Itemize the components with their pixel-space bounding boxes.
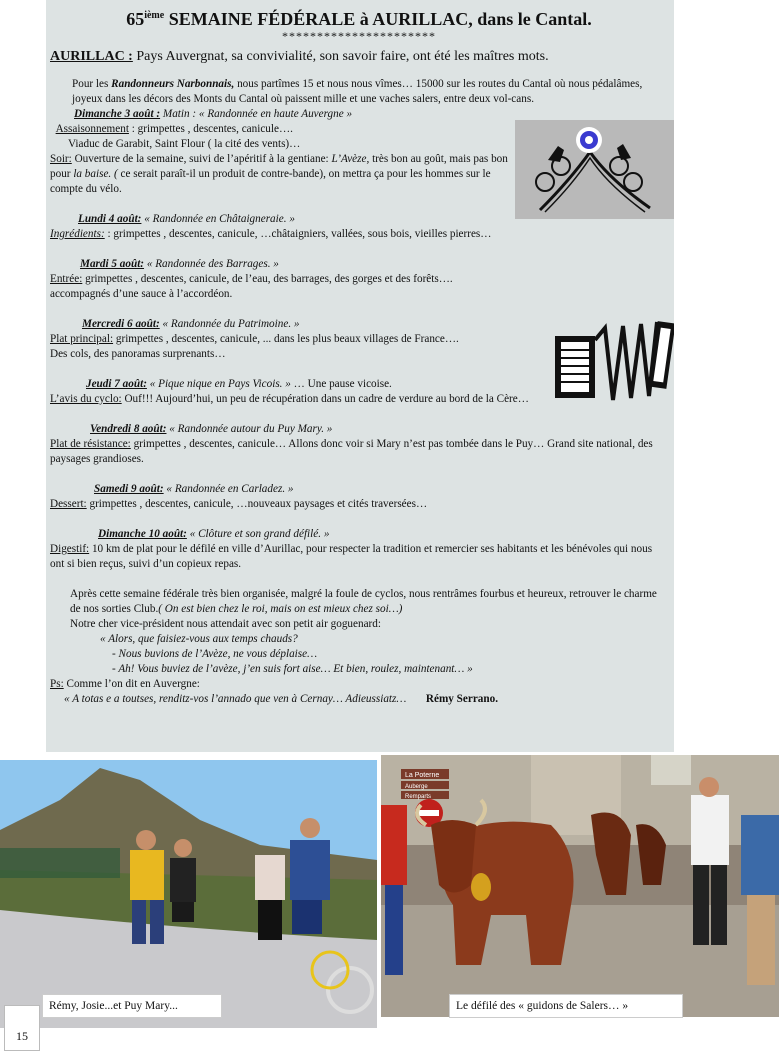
day-wednesday-6: Mercredi 6 août: « Randonnée du Patrimoine. » Plat principal: grimpettes , descentes, canicule, ... dans les plus beaux villages de France…. Des cols, des panoramas surprenants… (50, 318, 459, 360)
photo-puy-mary (0, 760, 377, 1028)
title-stars: ********************** (282, 29, 436, 43)
caption-left-photo: Rémy, Josie...et Puy Mary... (42, 994, 222, 1018)
sign-auberge: Auberge (405, 784, 428, 790)
accordion-drawing (553, 318, 674, 406)
day-saturday-9: Samedi 9 août: « Randonnée en Carladez. » Dessert: grimpettes , descentes, canicule, …nouveaux paysages et cités traversées… (50, 483, 428, 510)
cyclists-drawing (515, 120, 674, 219)
intro-line: AURILLAC : Pays Auvergnat, sa convivialité, son savoir faire, ont été les maîtres mots. (50, 49, 549, 64)
accordion-clipart (553, 318, 674, 406)
caption-right-photo: Le défilé des « guidons de Salers… » (449, 994, 683, 1018)
photo-salers-drawing (381, 755, 779, 1017)
day-sunday-10: Dimanche 10 août: « Clôture et son grand défilé. » Digestif: 10 km de plat pour le défilé en ville d’Aurillac, pour respecter la tradition et remercier ses habitants et les bénévoles qui nous ont si bien reçus, suivi d’un copieux repas. (50, 528, 653, 570)
cyclists-clipart (515, 120, 674, 219)
sign-la-poterne: La Poterne (405, 772, 440, 779)
closing-section: Après cette semaine fédérale très bien organisée, malgré la foule de cyclos, nous rentrâmes fourbus et heureux, retrouver le charme de nos sorties Club.( On est bien chez le roi, mais on est mieux chez soi…) Notre cher vice-président nous attendait avec son petit air goguenard: « Alors, que faisiez-vous aux temps chauds? - Nous buvions de l’Avèze, ne vous déplaise… - Ah! Vous buviez de l’avèze, j’en suis fort aise… Et bien, roulez, maintenant… » Ps: Comme l’on dit en Auvergne: « A totas e a toutses, renditz-vos l’annado que ven à Cernay… Adieussiatz… Rémy Serrano. (50, 588, 657, 705)
day-sunday-3: Dimanche 3 août : Matin : « Randonnée en haute Auvergne » Assaisonnement : grimpettes , descentes, canicule…. Viaduc de Garabit, Saint Flour ( la cité des vents)… Soir: Ouverture de la semaine, suivi de l’apéritif à la gentiane: L’Avèze, très bon au goût, mais pas bon pour la baise. ( ce serait paraît-il un produit de contre-bande), on mettra ça pour les hommes sur le compte du vélo. (50, 108, 508, 195)
day-thursday-7: Jeudi 7 août: « Pique nique en Pays Vicois. » … Une pause vicoise. L’avis du cyclo: Ouf!!! Aujourd’hui, un peu de récupération dans un cadre de verdure au bord de la Cère… (50, 378, 529, 405)
page-number: 15 (4, 1005, 40, 1051)
day-tuesday-5: Mardi 5 août: « Randonnée des Barrages. » Entrée: grimpettes , descentes, canicule, de l’eau, des barrages, des gorges et des forêts…. accompagnés d’une sauce à l’accordéon. (50, 258, 453, 300)
photo-puy-mary-drawing (0, 760, 377, 1028)
day-monday-4: Lundi 4 août: « Randonnée en Châtaigneraie. » Ingrédients: : grimpettes , descentes, canicule, …châtaigniers, vallées, sous bois, vieilles pierres… (50, 213, 492, 240)
day-friday-8: Vendredi 8 août: « Randonnée autour du Puy Mary. » Plat de résistance: grimpettes , descentes, canicule… Allons donc voir si Mary n’est pas tombée dans le Puy… Grand site national, des paysages grandioses. (50, 423, 653, 465)
photo-salers-parade (381, 755, 779, 1017)
sign-remparts: Remparts (405, 794, 432, 800)
page-title: 65ième SEMAINE FÉDÉRALE à AURILLAC, dans le Cantal. (126, 9, 592, 29)
opening-paragraph: Pour les Randonneurs Narbonnais, nous partîmes 15 et nous nous vîmes… 15000 sur les routes du Cantal où nous pédalâmes, joyeux dans les décors des Monts du Cantal où paissent mille et une vaches salers, entre deux vol-cans. (72, 78, 643, 105)
